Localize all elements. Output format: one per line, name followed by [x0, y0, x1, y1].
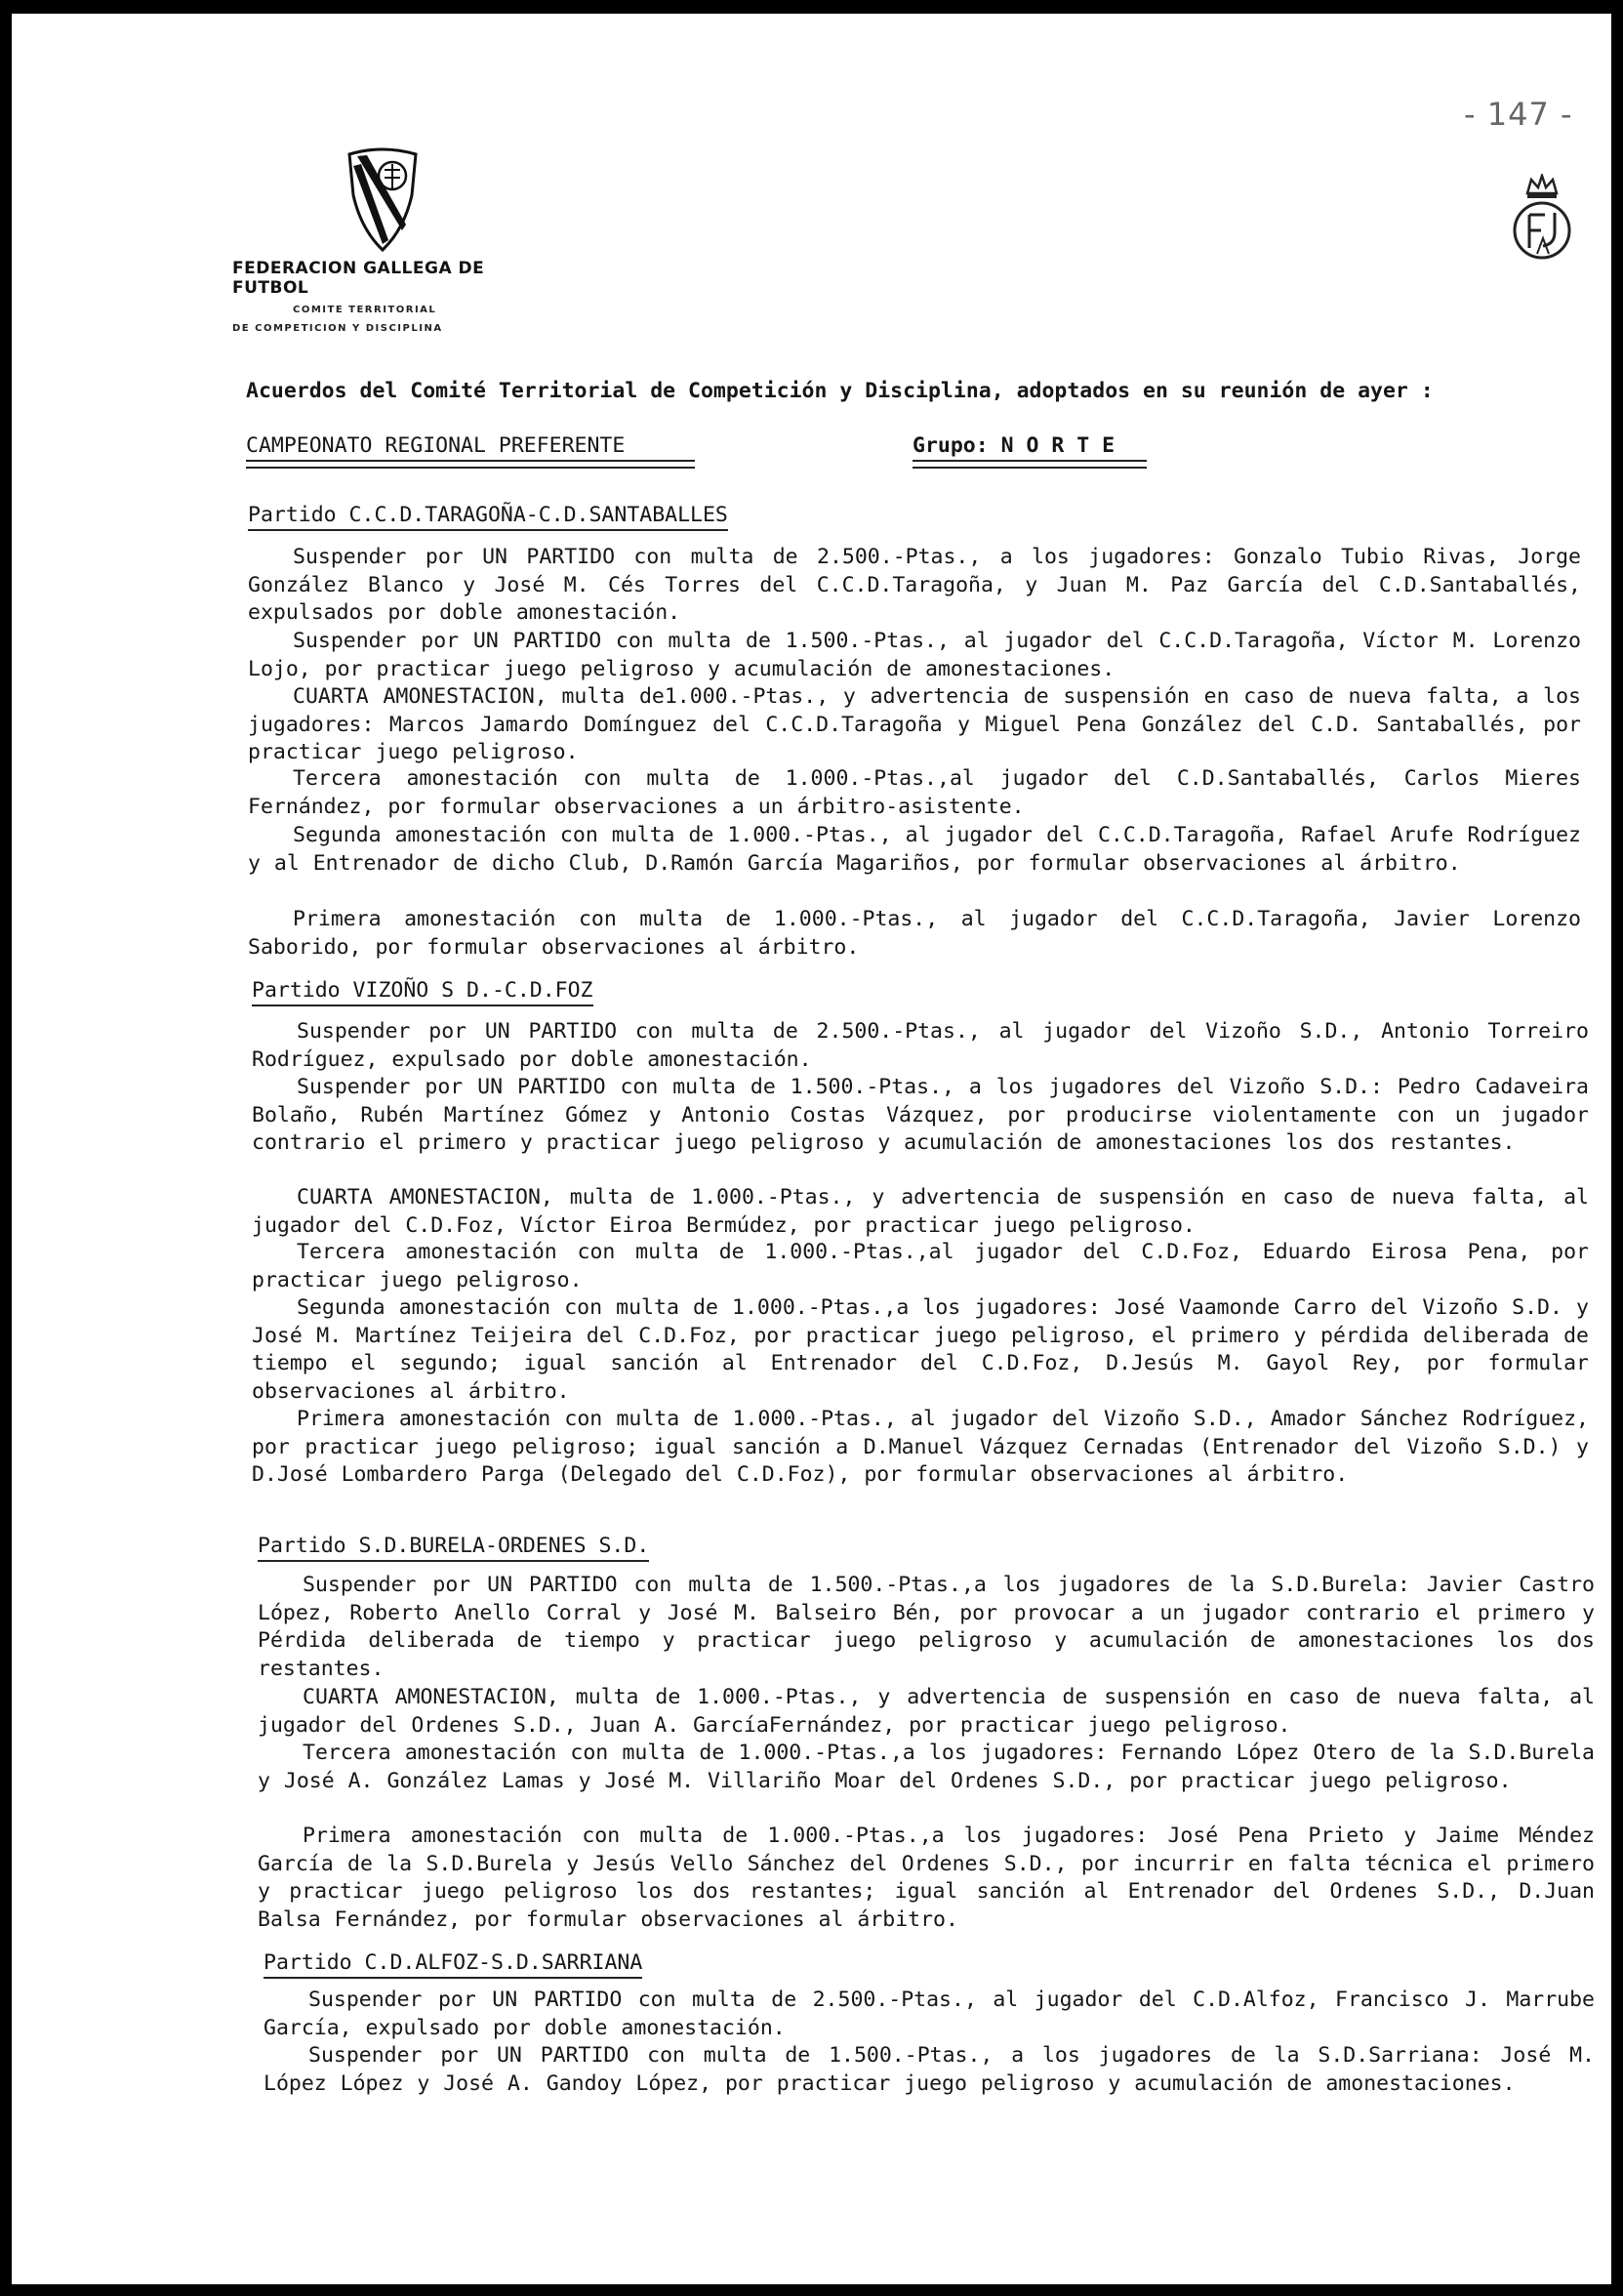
- page-number: - 147 -: [1464, 96, 1573, 133]
- ruling-paragraph: Tercera amonestación con multa de 1.000.-Ptas.,al jugador del C.D.Foz, Eduardo Eirosa Pena, por practicar juego peligroso.: [252, 1240, 1589, 1292]
- match-title: Partido C.D.ALFOZ-S.D.SARRIANA: [264, 1950, 642, 1979]
- championship-label: CAMPEONATO REGIONAL PREFERENTE: [246, 433, 626, 458]
- organization-subtitle-2: DE COMPETICION Y DISCIPLINA: [232, 323, 443, 334]
- match-title: Partido C.C.D.TARAGOÑA-C.D.SANTABALLES: [248, 503, 728, 531]
- scan-border-left: [0, 0, 12, 2296]
- organization-name: FEDERACION GALLEGA DE FUTBOL: [232, 259, 485, 298]
- group-title: [913, 433, 1147, 469]
- ruling-paragraph: CUARTA AMONESTACION, multa de 1.000.-Ptas., y advertencia de suspensión en caso de nueva falta, al jugador del Ordenes S.D., Juan A. GarcíaFernández, por practicar juego peligroso.: [258, 1685, 1595, 1738]
- ruling-paragraph: Suspender por UN PARTIDO con multa de 1.500.-Ptas., a los jugadores de la S.D.Sarriana: José M. López López y José A. Gandoy López, por practicar juego peligroso y acumulación de amonestaciones.: [264, 2043, 1595, 2096]
- ruling-paragraph: Suspender por UN PARTIDO con multa de 2.500.-Ptas., a los jugadores: Gonzalo Tubio Rivas, Jorge González Blanco y José M. Cés Torres del C.C.D.Taragoña, y Juan M. Paz García del C.D.Santaballés, expulsados por doble amonestación.: [248, 545, 1581, 626]
- match-title: Partido VIZOÑO S D.-C.D.FOZ: [252, 978, 593, 1006]
- championship-title: [246, 433, 695, 469]
- organization-subtitle-1: COMITE TERRITORIAL: [293, 305, 437, 315]
- federation-shield-logo-icon: [344, 146, 422, 254]
- ruling-paragraph: Suspender por UN PARTIDO con multa de 1.500.-Ptas.,a los jugadores de la S.D.Burela: Javier Castro López, Roberto Anello Corral y José M. Balseiro Bén, por provocar a un jugador contrario el primero y Pérdida deliberada de tiempo y practicar juego peligroso y acumulación de amonestaciones los dos restantes.: [258, 1573, 1595, 1682]
- document-heading: Acuerdos del Comité Territorial de Competición y Disciplina, adoptados en su reunión de ayer :: [246, 379, 1434, 403]
- ruling-paragraph: Primera amonestación con multa de 1.000.-Ptas.,a los jugadores: José Pena Prieto y Jaime Méndez García de la S.D.Burela y Jesús Vello Sánchez del Ordenes S.D., por incurrir en falta técnica el primero y practicar juego peligroso los dos restantes; igual sanción al Entrenador del Ordenes S.D., D.Juan Balsa Fernández, por formular observaciones al árbitro.: [258, 1824, 1595, 1933]
- ruling-paragraph: Segunda amonestación con multa de 1.000.-Ptas., al jugador del C.C.D.Taragoña, Rafael Arufe Rodríguez y al Entrenador de dicho Club, D.Ramón García Magariños, por formular observaciones al árbitro.: [248, 823, 1581, 876]
- ruling-paragraph: Suspender por UN PARTIDO con multa de 2.500.-Ptas., al jugador del Vizoño S.D., Antonio Torreiro Rodríguez, expulsado por doble amonestación.: [252, 1019, 1589, 1072]
- group-label: Grupo: N O R T E: [913, 433, 1116, 458]
- scan-border-top: [0, 0, 1623, 14]
- ruling-paragraph: Suspender por UN PARTIDO con multa de 1.500.-Ptas., a los jugadores del Vizoño S.D.: Pedro Cadaveira Bolaño, Rubén Martínez Gómez y Antonio Costas Vázquez, por producirse violentamente con un jugador contrario el primero y practicar juego peligroso y acumulación de amonestaciones los dos restantes.: [252, 1075, 1589, 1156]
- ruling-paragraph: Primera amonestación con multa de 1.000.-Ptas., al jugador del Vizoño S.D., Amador Sánchez Rodríguez, por practicar juego peligroso; igual sanción a D.Manuel Vázquez Cernadas (Entrenador del Vizoño S.D.) y D.José Lombardero Parga (Delegado del C.D.Foz), por formular observaciones al árbitro.: [252, 1407, 1589, 1488]
- royal-federation-crest-icon: [1508, 174, 1576, 264]
- ruling-paragraph: Suspender por UN PARTIDO con multa de 2.500.-Ptas., al jugador del C.D.Alfoz, Francisco J. Marrube García, expulsado por doble amonestación.: [264, 1988, 1595, 2040]
- ruling-paragraph: Segunda amonestación con multa de 1.000.-Ptas.,a los jugadores: José Vaamonde Carro del Vizoño S.D. y José M. Martínez Teijeira del C.D.Foz, por practicar juego peligroso, el primero y pérdida deliberada de tiempo el segundo; igual sanción al Entrenador del C.D.Foz, D.Jesús M. Gayol Rey, por formular observaciones al árbitro.: [252, 1295, 1589, 1405]
- double-underline: [913, 460, 1147, 469]
- ruling-paragraph: Tercera amonestación con multa de 1.000.-Ptas.,al jugador del C.D.Santaballés, Carlos Mieres Fernández, por formular observaciones a un árbitro-asistente.: [248, 766, 1581, 819]
- ruling-paragraph: CUARTA AMONESTACION, multa de 1.000.-Ptas., y advertencia de suspensión en caso de nueva falta, al jugador del C.D.Foz, Víctor Eiroa Bermúdez, por practicar juego peligroso.: [252, 1185, 1589, 1238]
- scan-border-bottom: [0, 2284, 1623, 2296]
- scan-border-right: [1611, 0, 1623, 2296]
- match-title: Partido S.D.BURELA-ORDENES S.D.: [258, 1534, 649, 1562]
- ruling-paragraph: CUARTA AMONESTACION, multa de1.000.-Ptas., y advertencia de suspensión en caso de nueva falta, a los jugadores: Marcos Jamardo Domínguez del C.C.D.Taragoña y Miguel Pena González del C.D. Santaballés, por practicar juego peligroso.: [248, 684, 1581, 765]
- ruling-paragraph: Primera amonestación con multa de 1.000.-Ptas., al jugador del C.C.D.Taragoña, Javier Lorenzo Saborido, por formular observaciones al árbitro.: [248, 907, 1581, 960]
- double-underline: [246, 460, 695, 469]
- ruling-paragraph: Tercera amonestación con multa de 1.000.-Ptas.,a los jugadores: Fernando López Otero de la S.D.Burela y José A. González Lamas y José M. Villariño Moar del Ordenes S.D., por practicar juego peligroso.: [258, 1741, 1595, 1793]
- ruling-paragraph: Suspender por UN PARTIDO con multa de 1.500.-Ptas., al jugador del C.C.D.Taragoña, Víctor M. Lorenzo Lojo, por practicar juego peligroso y acumulación de amonestaciones.: [248, 629, 1581, 681]
